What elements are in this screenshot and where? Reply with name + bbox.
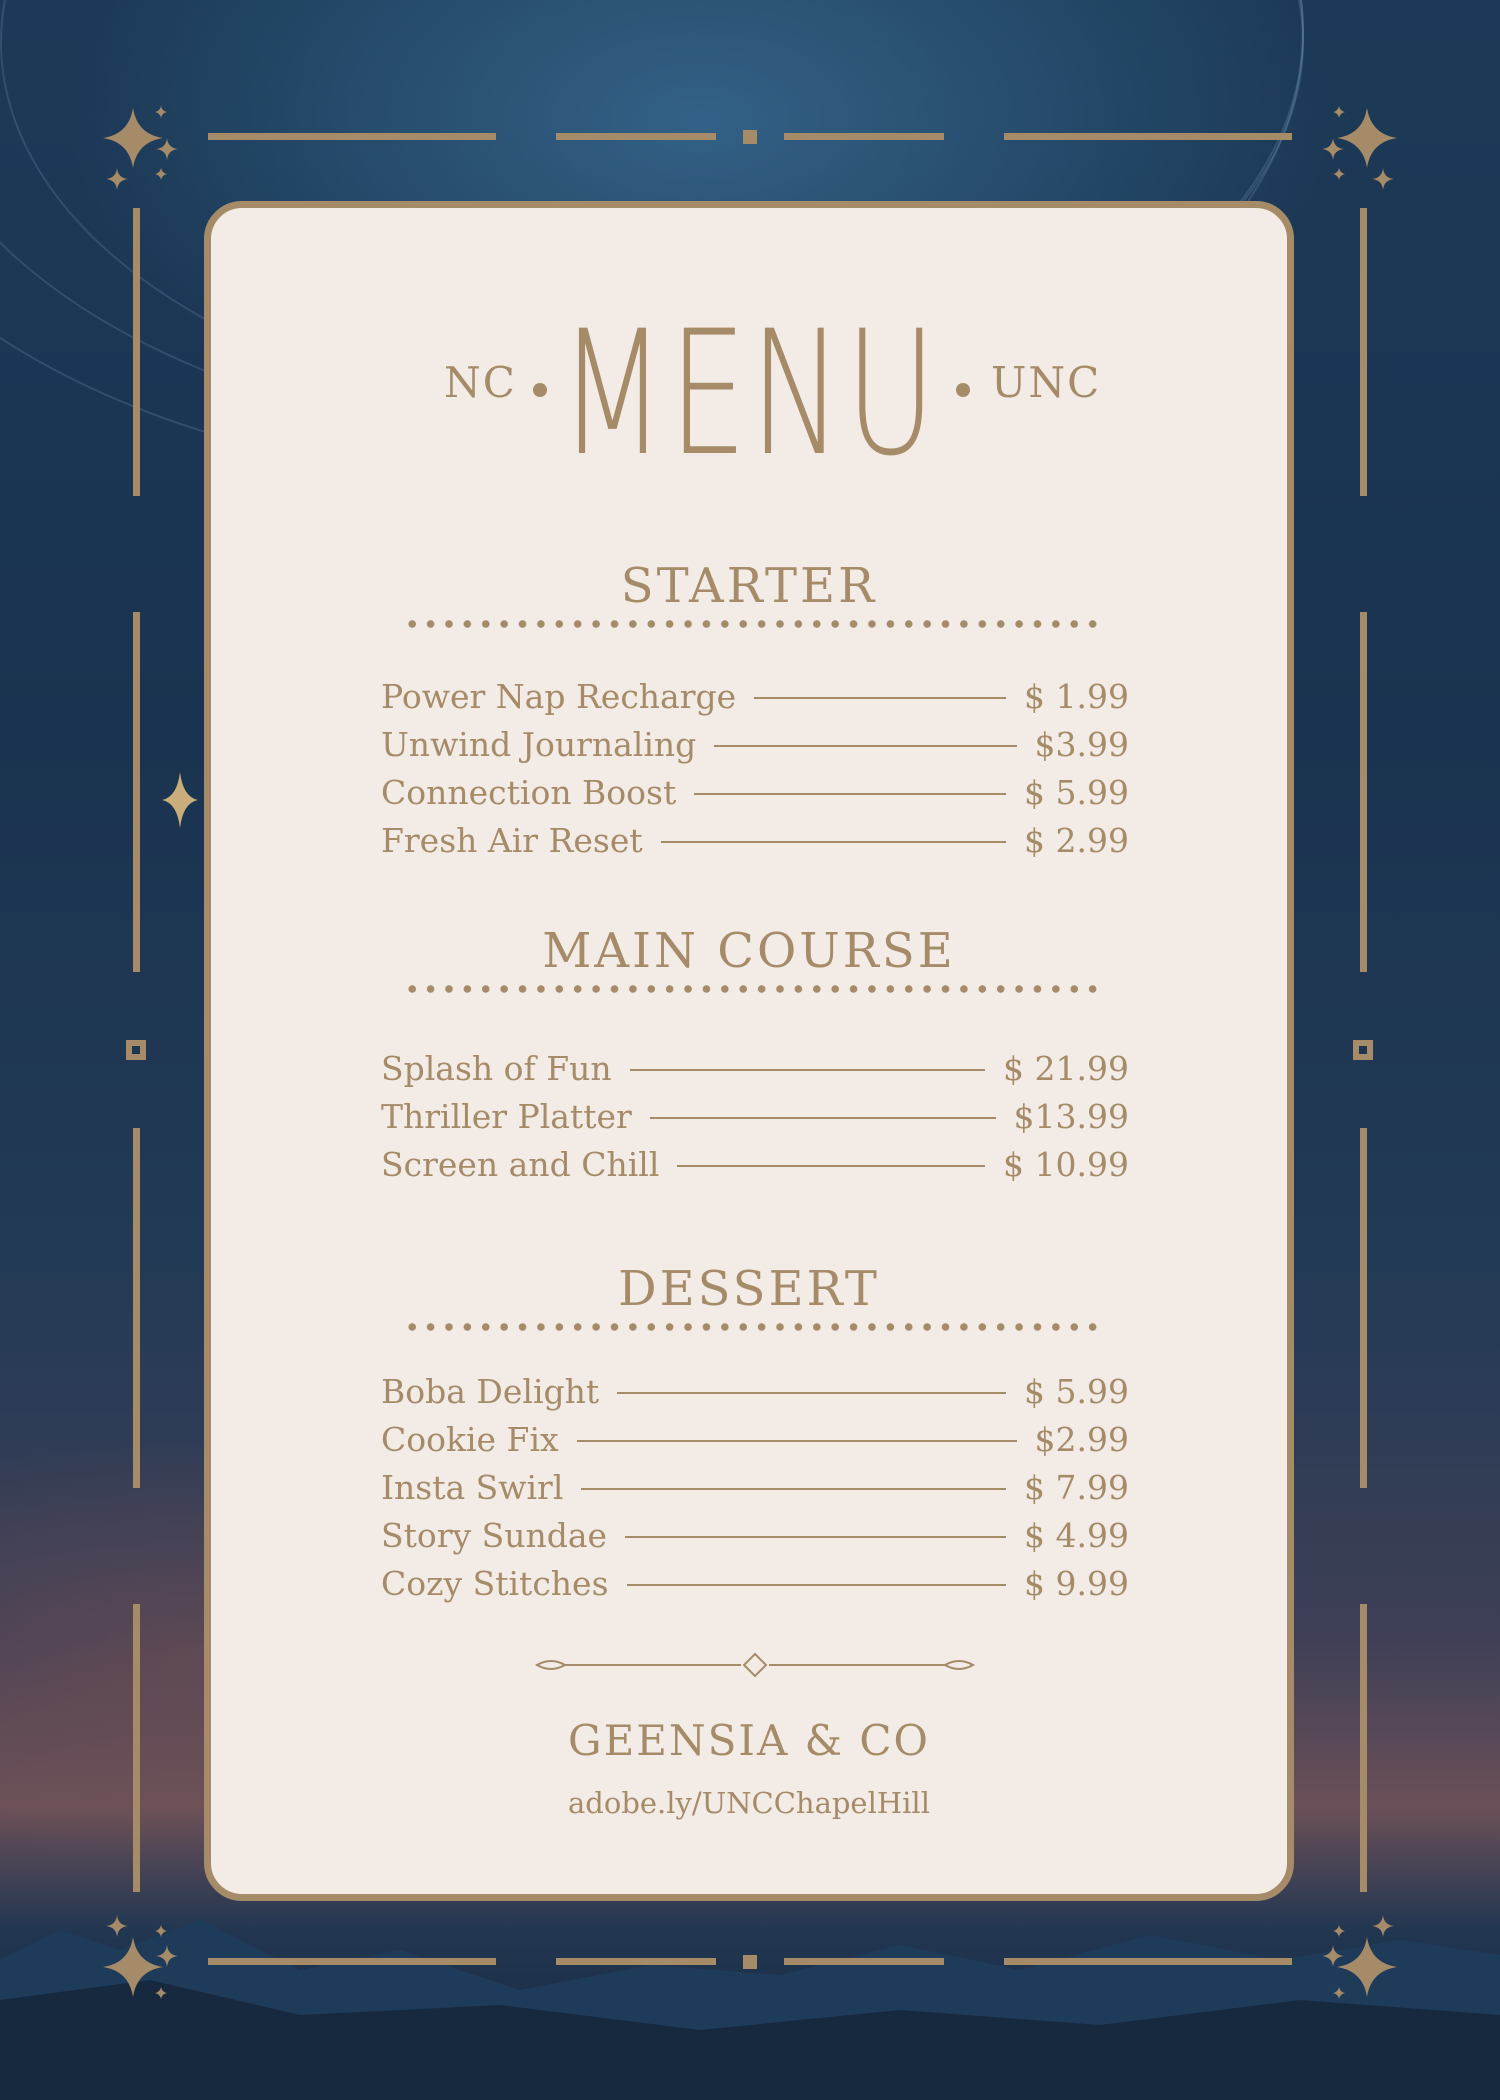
menu-item-price: $3.99: [1034, 724, 1129, 764]
menu-item: [381, 1144, 1129, 1184]
menu-item-price: $ 5.99: [1024, 772, 1129, 812]
header-left-tag: NC: [444, 358, 517, 407]
menu-item: [381, 1096, 1129, 1136]
leader-line: [754, 697, 1006, 699]
frame-bottom-segment: [208, 1958, 496, 1965]
frame-bottom-segment: [784, 1958, 944, 1965]
section-title-main-course: MAIN COURSE: [542, 923, 956, 979]
leader-line: [650, 1117, 996, 1119]
sparkle-bottom-right-icon: [1295, 1895, 1405, 2005]
menu-item-name: Cozy Stitches: [381, 1563, 609, 1603]
frame-left-square: [126, 1040, 146, 1060]
ornament-divider-icon: [535, 1650, 975, 1680]
frame-bottom-center-mark: [743, 1955, 757, 1969]
menu-item-price: $13.99: [1013, 1096, 1129, 1136]
frame-left-segment: [133, 1604, 140, 1892]
menu-item-name: Connection Boost: [381, 772, 677, 812]
frame-bottom-segment: [1004, 1958, 1292, 1965]
menu-item-name: Unwind Journaling: [381, 724, 697, 764]
menu-item-price: $ 21.99: [1003, 1048, 1129, 1088]
frame-top-segment: [1004, 133, 1292, 140]
menu-item-price: $ 9.99: [1024, 1563, 1129, 1603]
leader-line: [694, 793, 1006, 795]
menu-item: [381, 1467, 1129, 1507]
menu-card: [204, 201, 1294, 1901]
menu-item: [381, 1515, 1129, 1555]
sparkle-top-left-icon: [95, 100, 205, 210]
frame-left-segment: [133, 208, 140, 496]
frame-top-segment: [784, 133, 944, 140]
menu-item: [381, 1419, 1129, 1459]
sparkle-bottom-left-icon: [95, 1895, 205, 2005]
menu-item-name: Power Nap Recharge: [381, 676, 737, 716]
leader-line: [581, 1488, 1006, 1490]
frame-right-segment: [1360, 1604, 1367, 1892]
frame-top-segment: [556, 133, 716, 140]
leader-line: [714, 745, 1016, 747]
menu-item: [381, 676, 1129, 716]
frame-right-square: [1353, 1040, 1373, 1060]
menu-item-price: $ 2.99: [1024, 820, 1129, 860]
sparkle-left-icon: [160, 770, 200, 830]
menu-item-name: Boba Delight: [381, 1371, 600, 1411]
leader-line: [627, 1584, 1007, 1586]
frame-top-center-mark: [743, 130, 757, 144]
brand-name: GEENSIA & CO: [568, 1716, 930, 1765]
menu-item-name: Story Sundae: [381, 1515, 608, 1555]
brand-url[interactable]: adobe.ly/UNCChapelHill: [568, 1786, 930, 1820]
leader-line: [677, 1165, 985, 1167]
menu-item-price: $ 5.99: [1024, 1371, 1129, 1411]
section-divider-dots: [403, 620, 1103, 628]
menu-item-price: $ 1.99: [1024, 676, 1129, 716]
section-title-starter: STARTER: [620, 558, 878, 614]
menu-item-price: $ 7.99: [1024, 1467, 1129, 1507]
menu-item-price: $ 4.99: [1024, 1515, 1129, 1555]
menu-item-name: Screen and Chill: [381, 1144, 660, 1184]
leader-line: [617, 1392, 1006, 1394]
frame-left-segment: [133, 1128, 140, 1488]
frame-bottom-segment: [556, 1958, 716, 1965]
menu-item: [381, 1563, 1129, 1603]
menu-item: [381, 724, 1129, 764]
leader-line: [577, 1440, 1017, 1442]
menu-item-price: $2.99: [1034, 1419, 1129, 1459]
header-right-tag: UNC: [991, 358, 1102, 407]
header-right-dot: [956, 383, 970, 397]
page-title: MENU: [559, 293, 939, 494]
menu-item: [381, 772, 1129, 812]
section-title-dessert: DESSERT: [618, 1261, 880, 1317]
frame-right-segment: [1360, 208, 1367, 496]
menu-item-name: Cookie Fix: [381, 1419, 559, 1459]
menu-item-name: Splash of Fun: [381, 1048, 612, 1088]
frame-left-segment: [133, 612, 140, 972]
leader-line: [661, 841, 1006, 843]
frame-top-segment: [208, 133, 496, 140]
menu-item-price: $ 10.99: [1003, 1144, 1129, 1184]
menu-item-name: Insta Swirl: [381, 1467, 564, 1507]
frame-right-segment: [1360, 1128, 1367, 1488]
menu-item: [381, 1048, 1129, 1088]
leader-line: [630, 1069, 985, 1071]
menu-item: [381, 820, 1129, 860]
section-divider-dots: [403, 1323, 1103, 1331]
menu-header: [211, 293, 1287, 494]
menu-item-name: Thriller Platter: [381, 1096, 632, 1136]
menu-item: [381, 1371, 1129, 1411]
section-divider-dots: [403, 985, 1103, 993]
leader-line: [625, 1536, 1006, 1538]
frame-right-segment: [1360, 612, 1367, 972]
menu-item-name: Fresh Air Reset: [381, 820, 643, 860]
sparkle-top-right-icon: [1295, 100, 1405, 210]
